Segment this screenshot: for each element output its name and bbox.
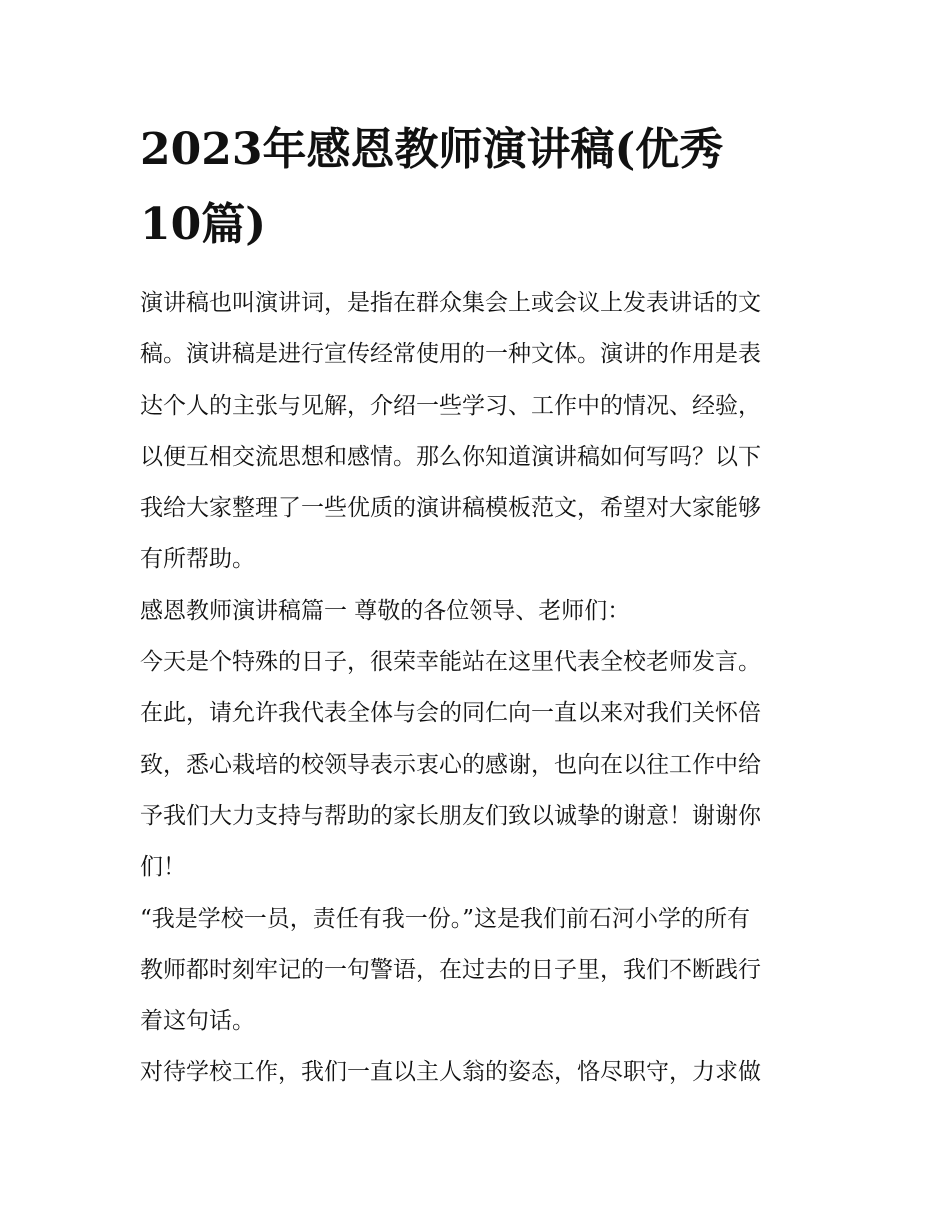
intro-paragraph — [140, 278, 830, 586]
text-line: 对待学校工作，我们一直以主人翁的姿态，恪尽职守，力求做 — [140, 1059, 761, 1086]
text-line: 在此，请允许我代表全体与会的同仁向一直以来对我们关怀倍 — [140, 700, 761, 727]
text-line: 今天是个特殊的日子，很荣幸能站在这里代表全校老师发言。 — [140, 649, 761, 676]
text-line: 以便互相交流思想和感情。那么你知道演讲稿如何写吗？以下 — [140, 443, 761, 470]
text-line: 达个人的主张与见解，介绍一些学习、工作中的情况、经验， — [140, 392, 761, 419]
text-line: 我给大家整理了一些优质的演讲稿模板范文，希望对大家能够 — [140, 495, 761, 522]
title-line-2: 10篇) — [140, 199, 267, 250]
text-line: 们！ — [140, 854, 186, 881]
speech-paragraph-1 — [140, 637, 830, 893]
section-heading-paragraph — [140, 586, 830, 637]
text-line: 着这句话。 — [140, 1008, 255, 1035]
speech-paragraph-3 — [140, 1047, 830, 1098]
document-title — [140, 112, 820, 262]
text-line: 教师都时刻牢记的一句警语，在过去的日子里，我们不断践行 — [140, 956, 761, 983]
text-line: “我是学校一员，责任有我一份。”这是我们前石河小学的所有 — [140, 905, 751, 932]
text-line: 稿。演讲稿是进行宣传经常使用的一种文体。演讲的作用是表 — [140, 341, 761, 368]
speech-paragraph-2 — [140, 894, 830, 1048]
text-line: 演讲稿也叫演讲词，是指在群众集会上或会议上发表讲话的文 — [140, 290, 761, 316]
document-body — [140, 278, 830, 1099]
text-line: 有所帮助。 — [140, 546, 255, 573]
text-line: 感恩教师演讲稿篇一 尊敬的各位领导、老师们： — [140, 597, 631, 624]
title-line-1: 2023年感恩教师演讲稿(优秀 — [140, 124, 724, 175]
text-line: 致，悉心栽培的校领导表示衷心的感谢，也向在以往工作中给 — [140, 751, 761, 778]
text-line: 予我们大力支持与帮助的家长朋友们致以诚挚的谢意！谢谢你 — [140, 802, 761, 829]
